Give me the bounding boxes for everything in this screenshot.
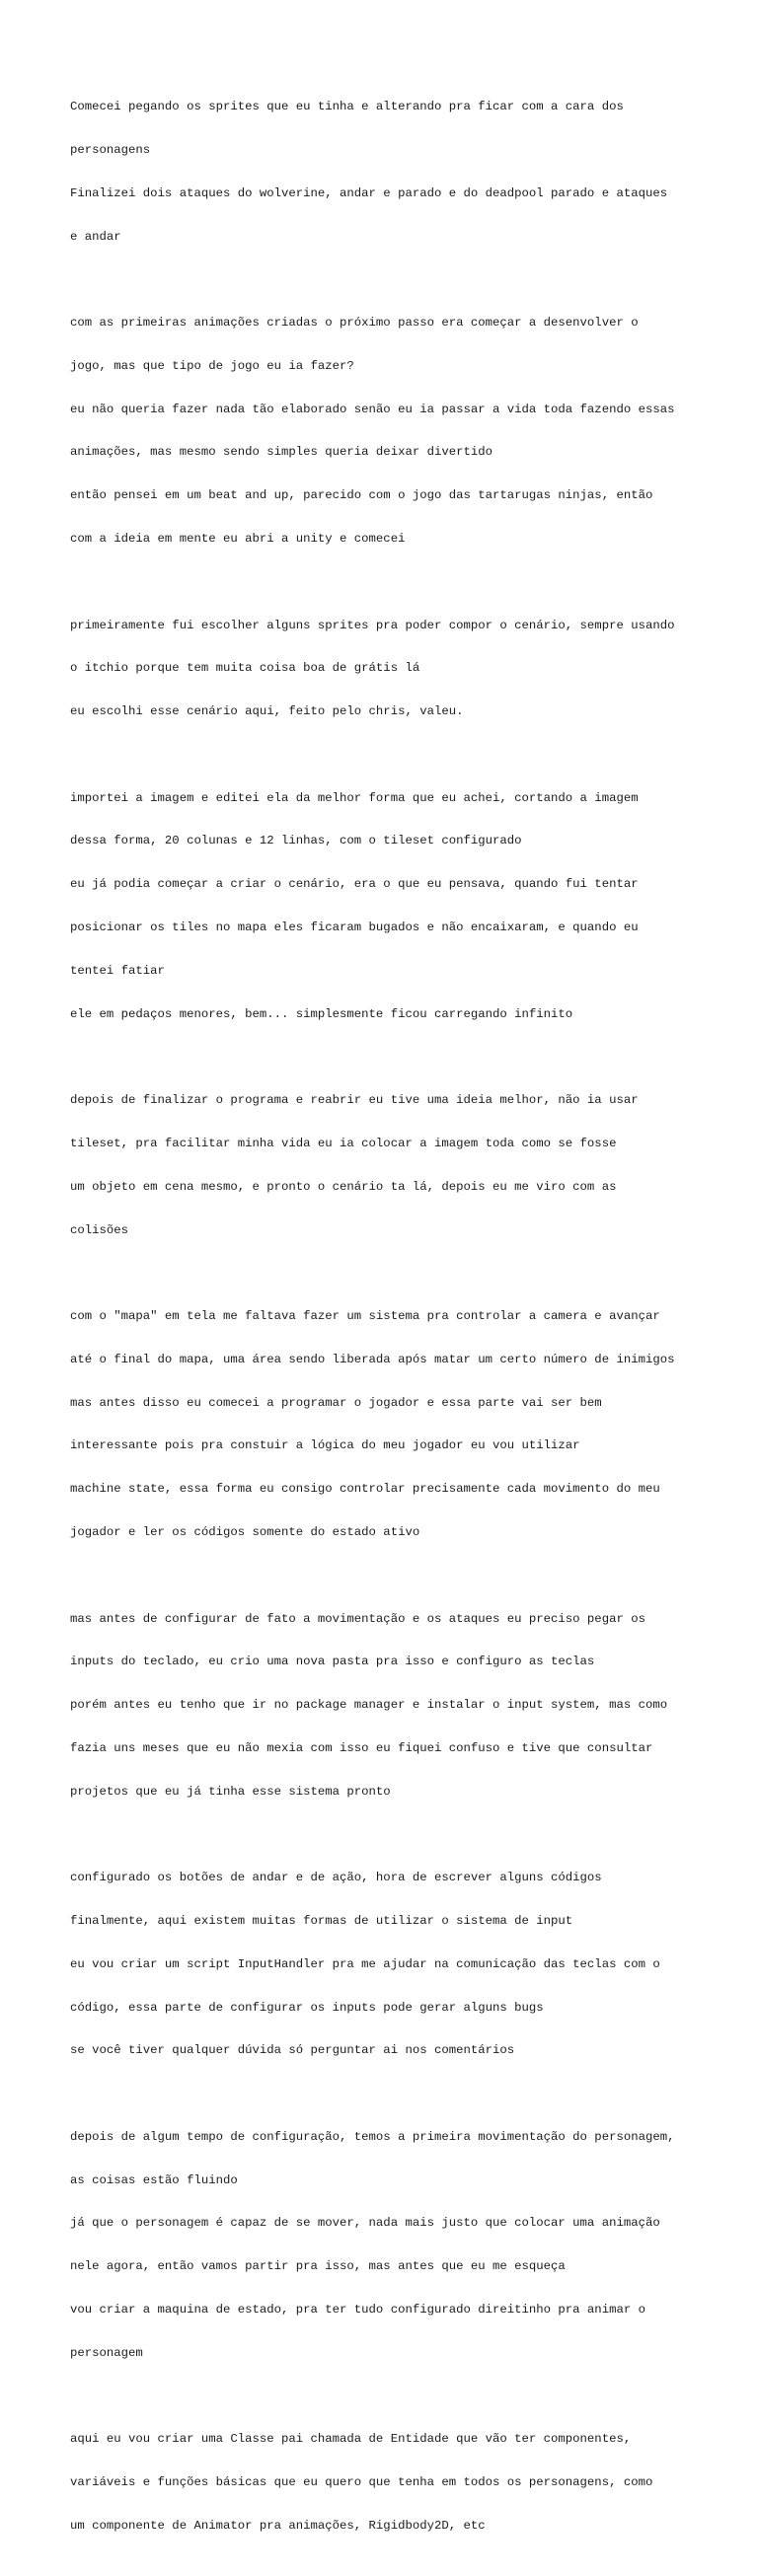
text-line: depois de algum tempo de configuração, temos a primeira movimentação do personagem, bbox=[70, 2129, 675, 2144]
text-line: eu não queria fazer nada tão elaborado senão eu ia passar a vida toda fazendo essas bbox=[70, 402, 675, 416]
text-line: mas antes de configurar de fato a movimentação e os ataques eu preciso pegar os bbox=[70, 1611, 645, 1626]
text-line: se você tiver qualquer dúvida só perguntar ai nos comentários bbox=[70, 2043, 515, 2058]
text-line: finalmente, aqui existem muitas formas de utilizar o sistema de input bbox=[70, 1914, 573, 1928]
text-line: interessante pois pra constuir a lógica do meu jogador eu vou utilizar bbox=[70, 1438, 580, 1453]
paragraph-4 bbox=[70, 763, 702, 1051]
document-page bbox=[70, 71, 702, 2576]
text-line: personagens bbox=[70, 142, 151, 157]
text-line: as coisas estão fluindo bbox=[70, 2172, 238, 2187]
text-line: vou criar a maquina de estado, pra ter tudo configurado direitinho pra animar o bbox=[70, 2303, 645, 2318]
text-line: um objeto em cena mesmo, e pronto o cenário ta lá, depois eu me viro com as bbox=[70, 1179, 617, 1194]
text-line: Comecei pegando os sprites que eu tinha e alterando pra ficar com a cara dos bbox=[70, 100, 624, 114]
text-line: machine state, essa forma eu consigo controlar precisamente cada movimento do meu bbox=[70, 1482, 660, 1497]
text-line: animações, mas mesmo sendo simples queria deixar divertido bbox=[70, 445, 493, 460]
text-line: jogador e ler os códigos somente do estado ativo bbox=[70, 1524, 420, 1539]
paragraph-1 bbox=[70, 71, 702, 272]
text-line: eu vou criar um script InputHandler pra me ajudar na comunicação das teclas com o bbox=[70, 1956, 660, 1971]
text-line: primeiramente fui escolher alguns sprites pra poder compor o cenário, sempre usando bbox=[70, 618, 675, 632]
text-line: variáveis e funções básicas que eu quero que tenha em todos os personagens, como bbox=[70, 2475, 653, 2490]
text-line: personagem bbox=[70, 2345, 143, 2360]
paragraph-5 bbox=[70, 1065, 702, 1266]
text-line: tentei fatiar bbox=[70, 963, 165, 978]
paragraph-10 bbox=[70, 2403, 702, 2562]
text-line: depois de finalizar o programa e reabrir eu tive uma ideia melhor, não ia usar bbox=[70, 1093, 639, 1108]
text-line: já que o personagem é capaz de se mover, nada mais justo que colocar uma animação bbox=[70, 2216, 660, 2231]
text-line: fazia uns meses que eu não mexia com isso eu fiquei confuso e tive que consultar bbox=[70, 1740, 653, 1755]
text-line: porém antes eu tenho que ir no package manager e instalar o input system, mas como bbox=[70, 1698, 668, 1713]
text-line: projetos que eu já tinha esse sistema pronto bbox=[70, 1784, 391, 1799]
text-line: aqui eu vou criar uma Classe pai chamada de Entidade que vão ter componentes, bbox=[70, 2432, 632, 2447]
text-line: posicionar os tiles no mapa eles ficaram bugados e não encaixaram, e quando eu bbox=[70, 920, 639, 935]
text-line: mas antes disso eu comecei a programar o jogador e essa parte vai ser bem bbox=[70, 1395, 602, 1410]
text-line: colisões bbox=[70, 1222, 129, 1237]
text-line: o itchio porque tem muita coisa boa de grátis lá bbox=[70, 661, 420, 676]
text-line: até o final do mapa, uma área sendo liberada após matar um certo número de inimigos bbox=[70, 1352, 675, 1366]
paragraph-3 bbox=[70, 589, 702, 748]
paragraph-7 bbox=[70, 1582, 702, 1827]
text-line: com o "mapa" em tela me faltava fazer um sistema pra controlar a camera e avançar bbox=[70, 1309, 660, 1324]
text-line: importei a imagem e editei ela da melhor forma que eu achei, cortando a imagem bbox=[70, 790, 639, 805]
text-line: com as primeiras animações criadas o próximo passo era começar a desenvolver o bbox=[70, 316, 639, 331]
paragraph-6 bbox=[70, 1281, 702, 1569]
text-line: código, essa parte de configurar os inputs pode gerar alguns bugs bbox=[70, 2000, 544, 2015]
text-line: com a ideia em mente eu abri a unity e comecei bbox=[70, 532, 406, 546]
text-line: e andar bbox=[70, 229, 121, 244]
text-line: um componente de Animator pra animações, Rigidbody2D, etc bbox=[70, 2518, 486, 2533]
text-line: Finalizei dois ataques do wolverine, andar e parado e do deadpool parado e ataques bbox=[70, 185, 668, 200]
paragraph-2 bbox=[70, 287, 702, 575]
text-line: ele em pedaços menores, bem... simplesmente ficou carregando infinito bbox=[70, 1006, 573, 1021]
text-line: eu escolhi esse cenário aqui, feito pelo chris, valeu. bbox=[70, 704, 464, 719]
paragraph-9 bbox=[70, 2101, 702, 2390]
text-line: configurado os botões de andar e de ação, hora de escrever alguns códigos bbox=[70, 1871, 602, 1885]
text-line: inputs do teclado, eu crio uma nova pasta pra isso e configuro as teclas bbox=[70, 1655, 595, 1669]
paragraph-8 bbox=[70, 1842, 702, 2087]
text-line: jogo, mas que tipo de jogo eu ia fazer? bbox=[70, 358, 354, 373]
text-line: dessa forma, 20 colunas e 12 linhas, com o tileset configurado bbox=[70, 834, 522, 848]
text-line: então pensei em um beat and up, parecido com o jogo das tartarugas ninjas, então bbox=[70, 488, 653, 503]
text-line: nele agora, então vamos partir pra isso, mas antes que eu me esqueça bbox=[70, 2259, 566, 2274]
text-line: tileset, pra facilitar minha vida eu ia colocar a imagem toda como se fosse bbox=[70, 1136, 617, 1150]
text-line: eu já podia começar a criar o cenário, era o que eu pensava, quando fui tentar bbox=[70, 877, 639, 892]
